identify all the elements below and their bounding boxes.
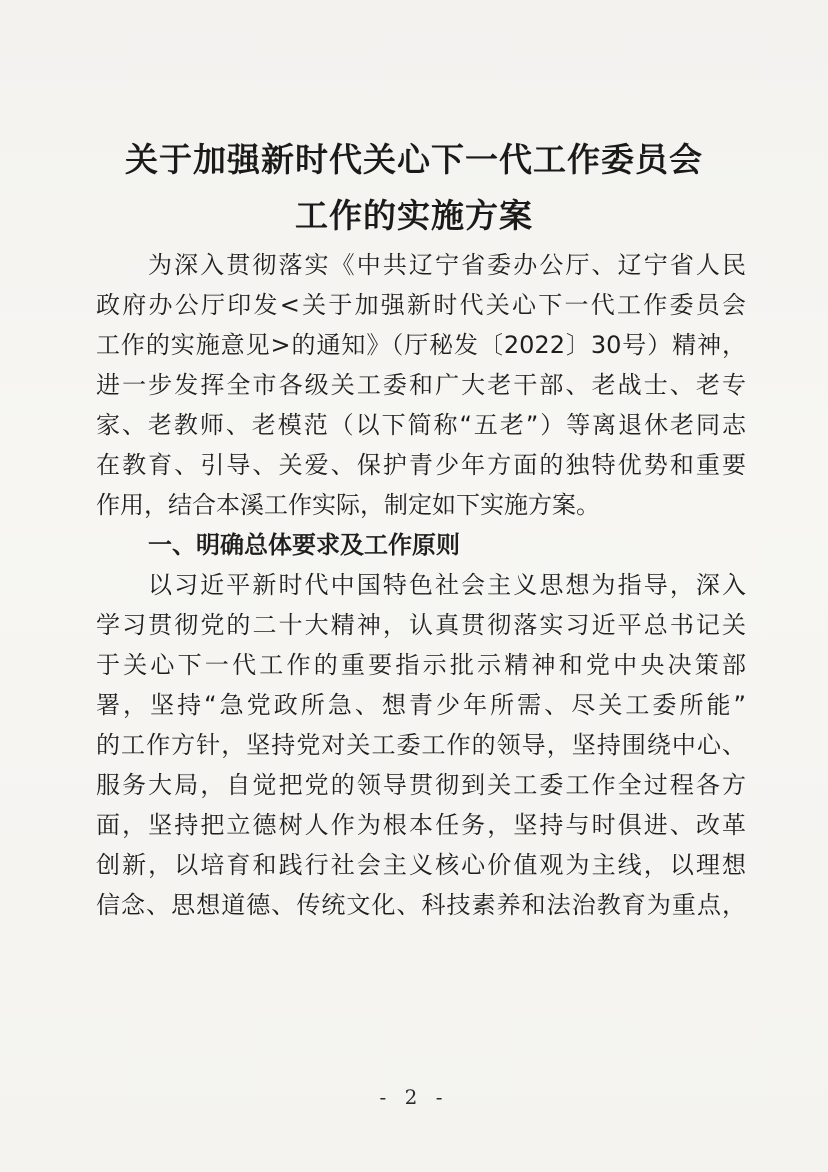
section-heading: 一、明确总体要求及工作原则 [148, 531, 460, 559]
title-line-1: 关于加强新时代关心下一代工作委员会 [125, 140, 703, 179]
paragraph-1-line: 政府办公厅印发<关于加强新时代关心下一代工作委员会 [96, 291, 746, 319]
paragraph-2-line: 创新，以培育和践行社会主义核心价值观为主线，以理想 [96, 851, 746, 879]
paragraph-2-line: 署，坚持“急党政所急、想青少年所需、尽关工委所能” [96, 691, 746, 719]
paragraph-1-line: 作用，结合本溪工作实际，制定如下实施方案。 [96, 491, 600, 519]
paragraph-1-line: 工作的实施意见>的通知》（厅秘发〔2022〕30号）精神， [96, 331, 746, 359]
paragraph-2-line: 的工作方针，坚持党对关工委工作的领导，坚持围绕中心、 [96, 731, 746, 759]
paragraph-2-line: 信念、思想道德、传统文化、科技素养和法治教育为重点， [96, 891, 746, 919]
paragraph-1-line: 进一步发挥全市各级关工委和广大老干部、老战士、老专 [96, 371, 746, 399]
document-title [0, 132, 828, 244]
paragraph-1-line: 家、老教师、老模范（以下简称“五老”）等离退休老同志 [96, 411, 746, 439]
paragraph-2-line: 学习贯彻党的二十大精神，认真贯彻落实习近平总书记关 [96, 611, 746, 639]
document-body [96, 245, 746, 925]
page-number: - 2 - [379, 1085, 449, 1109]
paragraph-2-line: 服务大局，自觉把党的领导贯彻到关工委工作全过程各方 [96, 771, 746, 799]
paragraph-2-line: 面，坚持把立德树人作为根本任务，坚持与时俱进、改革 [96, 811, 746, 839]
paragraph-2-line: 以习近平新时代中国特色社会主义思想为指导，深入 [148, 571, 746, 599]
paragraph-1-line: 为深入贯彻落实《中共辽宁省委办公厅、辽宁省人民 [148, 251, 746, 279]
paragraph-1-line: 在教育、引导、关爱、保护青少年方面的独特优势和重要 [96, 451, 746, 479]
title-line-2: 工作的实施方案 [295, 196, 533, 235]
paragraph-2-line: 于关心下一代工作的重要指示批示精神和党中央决策部 [96, 651, 746, 679]
